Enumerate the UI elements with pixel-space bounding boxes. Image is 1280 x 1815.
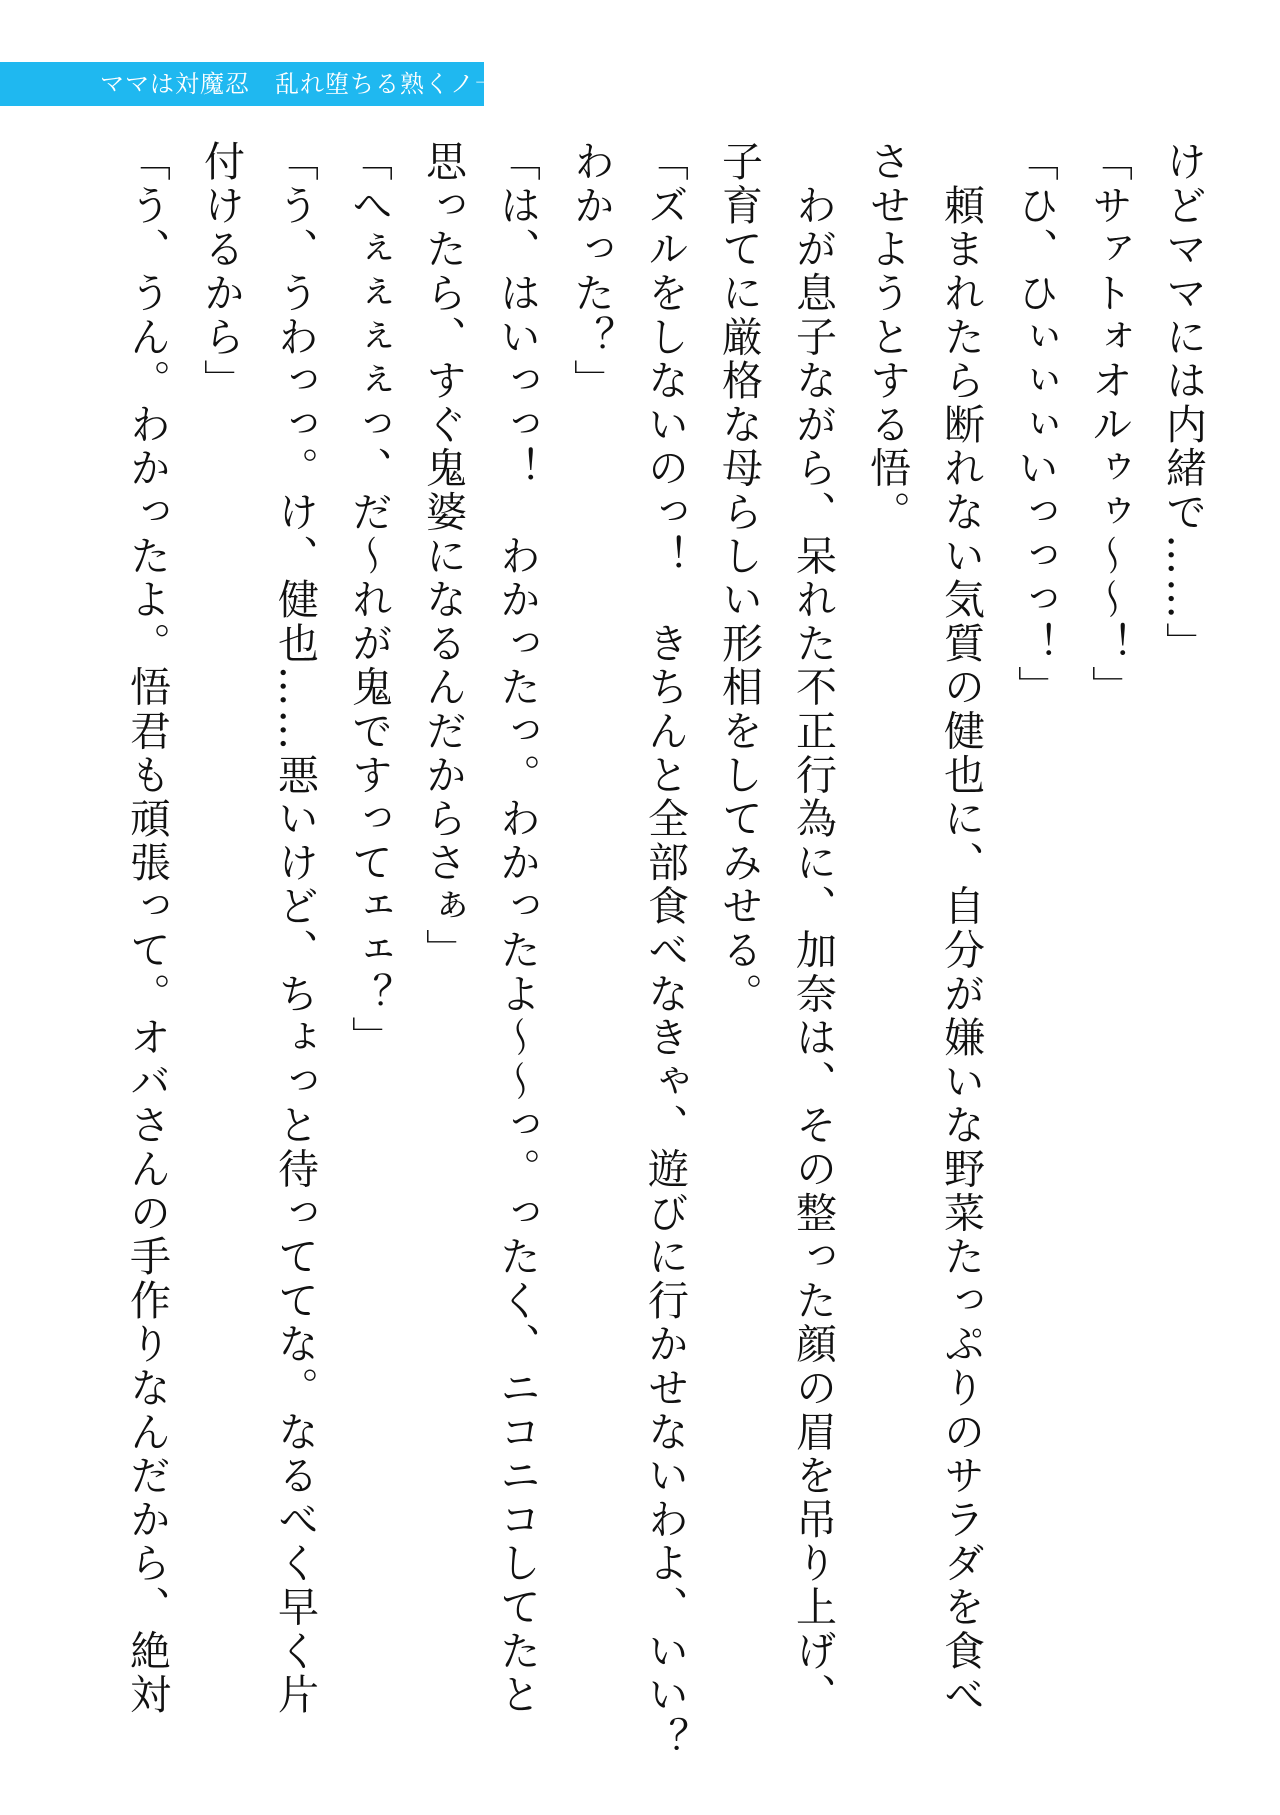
text-line: わかった？」 bbox=[567, 140, 615, 403]
text-line: わが息子ながら、呆れた不正行為に、加奈は、その整った顔の眉を吊り上げ、 bbox=[789, 140, 837, 1717]
vertical-text-body bbox=[70, 140, 1220, 1770]
text-line: 子育てに厳格な母らしい形相をしてみせる。 bbox=[715, 140, 763, 1016]
text-line: けどママには内緒で……」 bbox=[1159, 140, 1207, 666]
text-line: 「ズルをしないのっ！ きちんと全部食べなきゃ、遊びに行かせないわよ、いい？ bbox=[641, 140, 689, 1761]
text-line: 「へぇぇぇぇっ、だ〜れが鬼ですってェェ？」 bbox=[345, 140, 393, 1060]
text-line: 頼まれたら断れない気質の健也に、自分が嫌いな野菜たっぷりのサラダを食べ bbox=[937, 140, 985, 1717]
text-line: 「は、はいっっ！ わかったっ。わかったよ〜〜っ。ったく、ニコニコしてたと bbox=[493, 140, 541, 1717]
text-line: 「う、うわっっ。け、健也……悪いけど、ちょっと待っててな。なるべく早く片 bbox=[271, 140, 319, 1717]
running-header-title: ママは対魔忍 乱れ堕ちる熟くノ一 bbox=[100, 70, 500, 98]
text-line: させようとする悟。 bbox=[863, 140, 911, 535]
text-line: 思ったら、すぐ鬼婆になるんだからさぁ」 bbox=[419, 140, 467, 973]
text-line: 「う、うん。わかったよ。悟君も頑張って。オバさんの手作りなんだから、絶対 bbox=[123, 140, 171, 1717]
text-line: 「ひ、ひぃぃぃいっっっ！」 bbox=[1011, 140, 1059, 710]
text-line: 付けるから」 bbox=[197, 140, 245, 403]
running-header-bar bbox=[0, 62, 500, 106]
text-line: 「サァトォオルゥゥ〜〜！」 bbox=[1085, 140, 1133, 710]
